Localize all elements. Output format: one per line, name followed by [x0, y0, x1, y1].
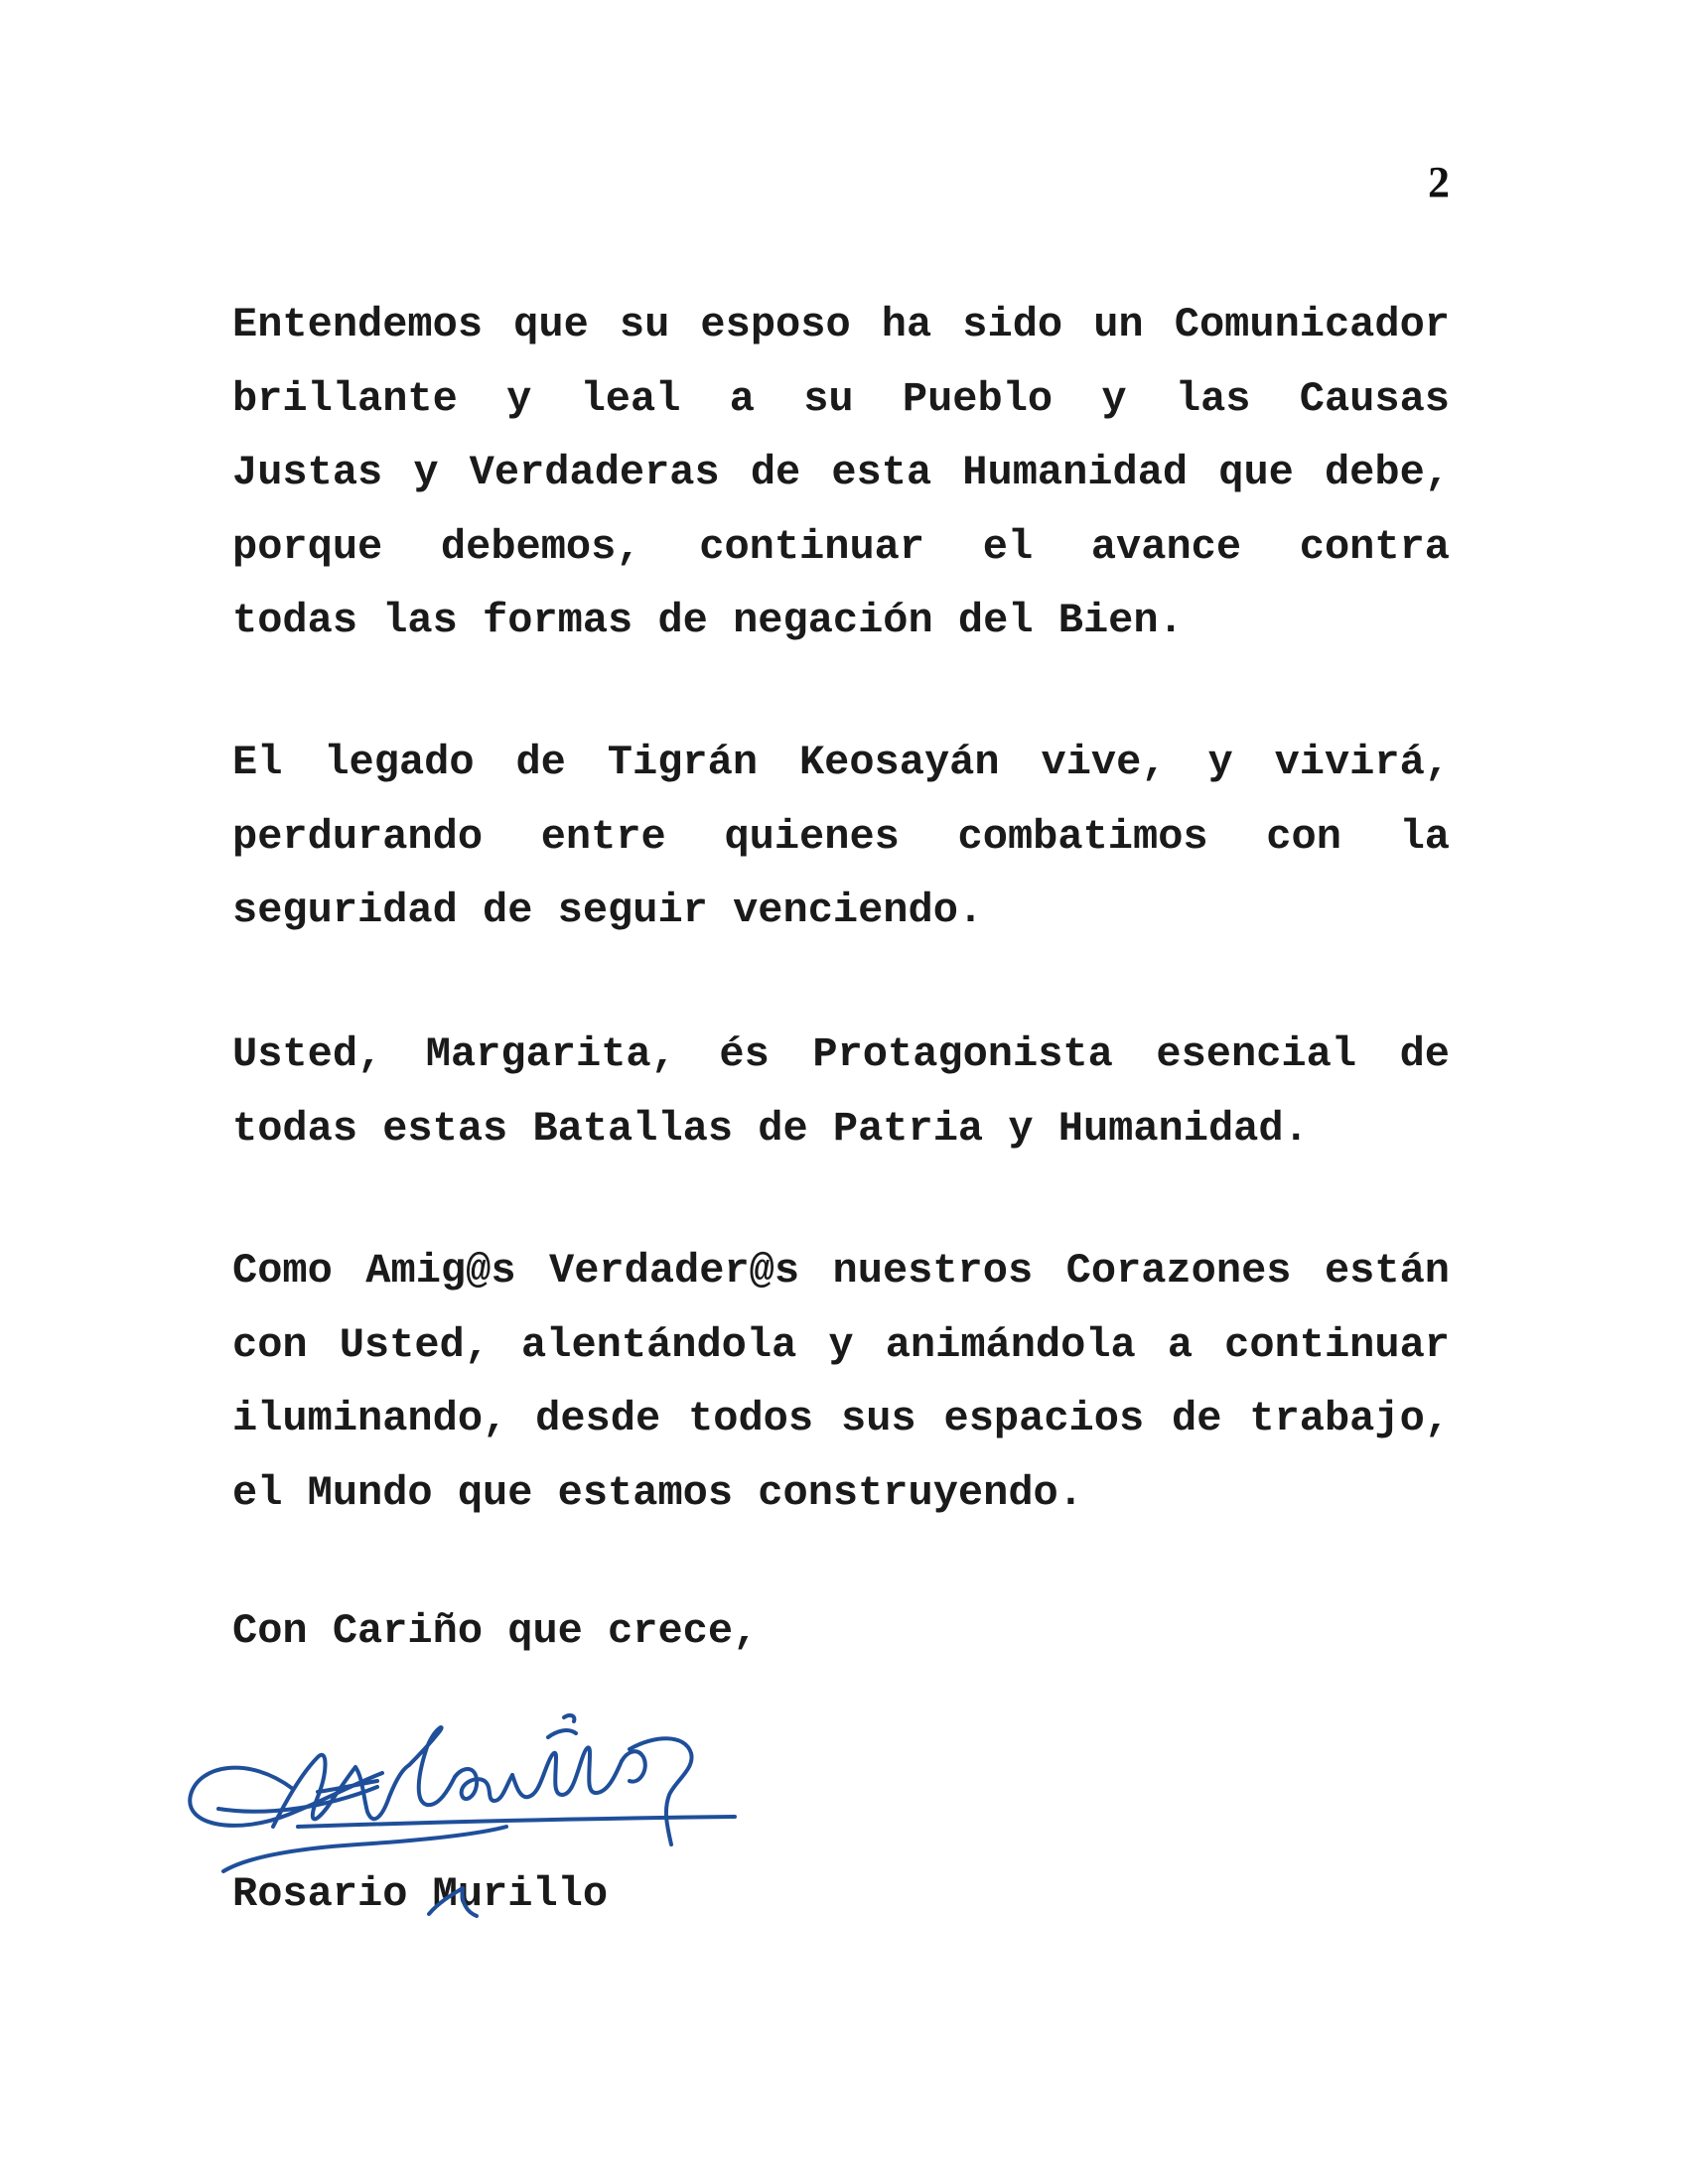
paragraph-line: El legado de Tigrán Keosayán vive, y vivirá, — [232, 739, 1450, 786]
paragraph-1 — [232, 288, 1450, 658]
page-number: 2 — [1428, 158, 1450, 206]
paragraph-line: porque debemos, continuar el avance contra — [232, 522, 1450, 571]
paragraph-line: todas estas Batallas de Patria y Humanidad. — [232, 1104, 1309, 1153]
paragraph-line: seguridad de seguir venciendo. — [232, 887, 984, 934]
paragraph-3 — [232, 1018, 1450, 1165]
paragraph-line: iluminando, desde todos sus espacios de trabajo, — [232, 1395, 1450, 1442]
paragraph-line: brillante y leal a su Pueblo y las Causas — [232, 374, 1450, 423]
paragraph-line: Justas y Verdaderas de esta Humanidad que debe, — [232, 449, 1450, 496]
paragraph-line: Usted, Margarita, és Protagonista esencial de — [232, 1030, 1450, 1078]
paragraph-line: Como Amig@s Verdader@s nuestros Corazones están — [232, 1247, 1450, 1295]
paragraph-line: Entendemos que su esposo ha sido un Comunicador — [232, 301, 1450, 348]
closing-salutation: Con Cariño que crece, — [232, 1607, 759, 1655]
paragraph-line: con Usted, alentándola y animándola a continuar — [232, 1320, 1450, 1369]
paragraph-line: todas las formas de negación del Bien. — [232, 597, 1184, 644]
paragraph-2 — [232, 726, 1450, 948]
paragraph-line: perdurando entre quienes combatimos con la — [232, 812, 1450, 861]
handwritten-signature — [179, 1678, 794, 1936]
paragraph-line: el Mundo que estamos construyendo. — [232, 1468, 1083, 1517]
signer-name: Rosario Murillo — [232, 1870, 609, 1918]
paragraph-4 — [232, 1234, 1450, 1530]
